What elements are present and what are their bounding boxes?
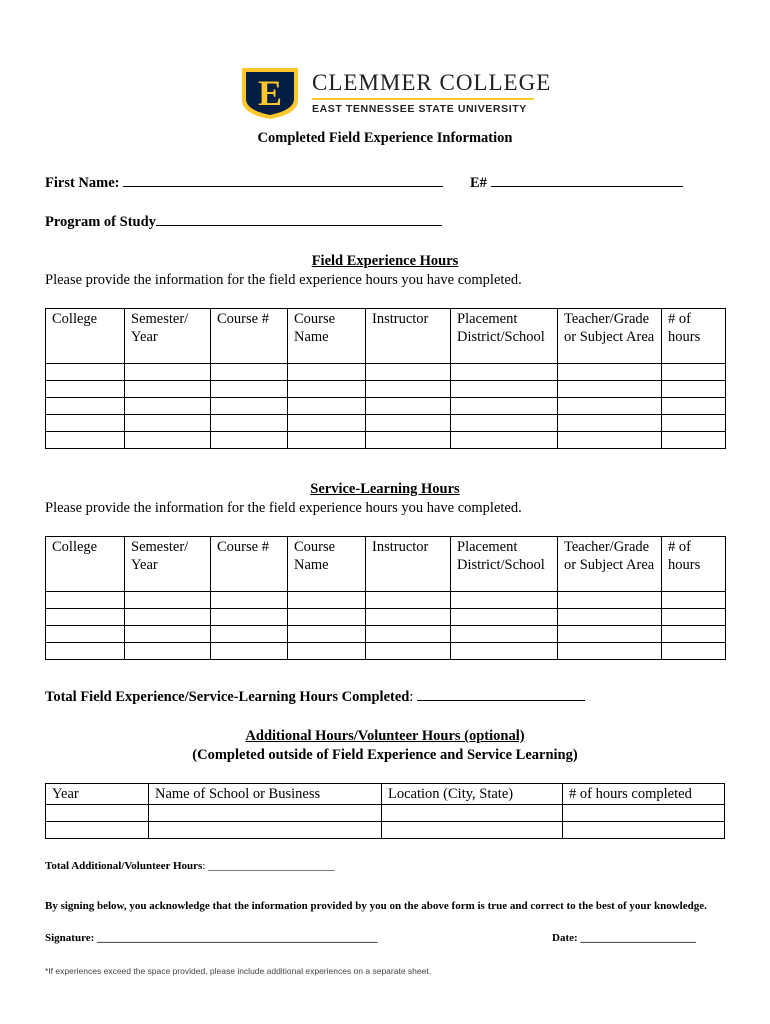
logo-subtitle: EAST TENNESSEE STATE UNIVERSITY xyxy=(312,103,527,115)
column-header: College xyxy=(46,309,125,364)
first-name-field[interactable] xyxy=(123,172,443,187)
column-header: Name of School or Business xyxy=(149,784,382,805)
field-experience-heading: Field Experience Hours xyxy=(311,253,459,269)
additional-total-row xyxy=(45,860,335,872)
table-row[interactable] xyxy=(46,592,726,609)
table-header-row xyxy=(46,537,726,592)
column-header: Placement District/School xyxy=(451,309,558,364)
table-row[interactable] xyxy=(46,432,726,449)
logo-letter: E xyxy=(257,73,283,113)
additional-total-field[interactable]: : _______________________ xyxy=(202,860,335,872)
additional-total-label: Total Additional/Volunteer Hours xyxy=(45,860,203,872)
table-row[interactable] xyxy=(46,822,725,839)
etsu-shield-icon xyxy=(240,66,300,120)
service-learning-heading: Service-Learning Hours xyxy=(310,481,460,497)
column-header: Course # xyxy=(211,537,288,592)
date-field[interactable]: Date: _____________________ xyxy=(552,932,696,944)
additional-subheading: (Completed outside of Field Experience and Service Learning) xyxy=(192,747,578,763)
column-header: Semester/ Year xyxy=(125,309,211,364)
column-header: # of hours completed xyxy=(563,784,725,805)
table-header-row xyxy=(46,784,725,805)
table-row[interactable] xyxy=(46,398,726,415)
table-row[interactable] xyxy=(46,643,726,660)
enumber-label: E# xyxy=(470,175,487,191)
column-header: Placement District/School xyxy=(451,537,558,592)
table-row[interactable] xyxy=(46,364,726,381)
table-row[interactable] xyxy=(46,626,726,643)
column-header: Course Name xyxy=(288,309,366,364)
column-header: Location (City, State) xyxy=(382,784,563,805)
signature-field[interactable]: Signature: ___________________________________________________ xyxy=(45,932,378,944)
enumber-field[interactable] xyxy=(491,172,683,187)
column-header: College xyxy=(46,537,125,592)
column-header: Instructor xyxy=(366,309,451,364)
service-learning-instructions: Please provide the information for the field experience hours you have completed. xyxy=(45,500,522,516)
column-header: # of hours xyxy=(662,309,726,364)
logo-title: CLEMMER COLLEGE xyxy=(312,70,552,95)
column-header: Course Name xyxy=(288,537,366,592)
service-learning-table xyxy=(45,536,726,660)
college-logo xyxy=(240,66,552,120)
column-header: # of hours xyxy=(662,537,726,592)
total-hours-row: Total Field Experience/Service-Learning Hours Completed: xyxy=(45,686,585,706)
form-title: Completed Field Experience Information xyxy=(257,130,513,146)
column-header: Semester/ Year xyxy=(125,537,211,592)
column-header: Instructor xyxy=(366,537,451,592)
acknowledgement-text: By signing below, you acknowledge that the information provided by you on the above form is true and correct to the best of your knowledge. xyxy=(45,900,707,912)
column-header: Year xyxy=(46,784,149,805)
enumber-row xyxy=(470,172,683,192)
program-label: Program of Study xyxy=(45,214,156,230)
first-name-label: First Name: xyxy=(45,175,120,191)
logo-rule xyxy=(312,98,534,100)
footnote: *If experiences exceed the space provided, please include additional experiences on a separate sheet. xyxy=(45,966,432,976)
additional-hours-table xyxy=(45,783,725,839)
first-name-row xyxy=(45,172,443,192)
program-field[interactable] xyxy=(156,211,442,226)
table-header-row xyxy=(46,309,726,364)
table-row[interactable] xyxy=(46,381,726,398)
table-row[interactable] xyxy=(46,415,726,432)
total-hours-label: Total Field Experience/Service-Learning Hours Completed xyxy=(45,689,410,705)
program-row xyxy=(45,211,442,231)
field-experience-table xyxy=(45,308,726,449)
column-header: Teacher/Grade or Subject Area xyxy=(558,309,662,364)
total-hours-field[interactable] xyxy=(417,686,585,701)
table-row[interactable] xyxy=(46,609,726,626)
column-header: Teacher/Grade or Subject Area xyxy=(558,537,662,592)
additional-heading: Additional Hours/Volunteer Hours (optional) xyxy=(245,728,525,744)
column-header: Course # xyxy=(211,309,288,364)
field-experience-instructions: Please provide the information for the field experience hours you have completed. xyxy=(45,272,522,288)
table-row[interactable] xyxy=(46,805,725,822)
